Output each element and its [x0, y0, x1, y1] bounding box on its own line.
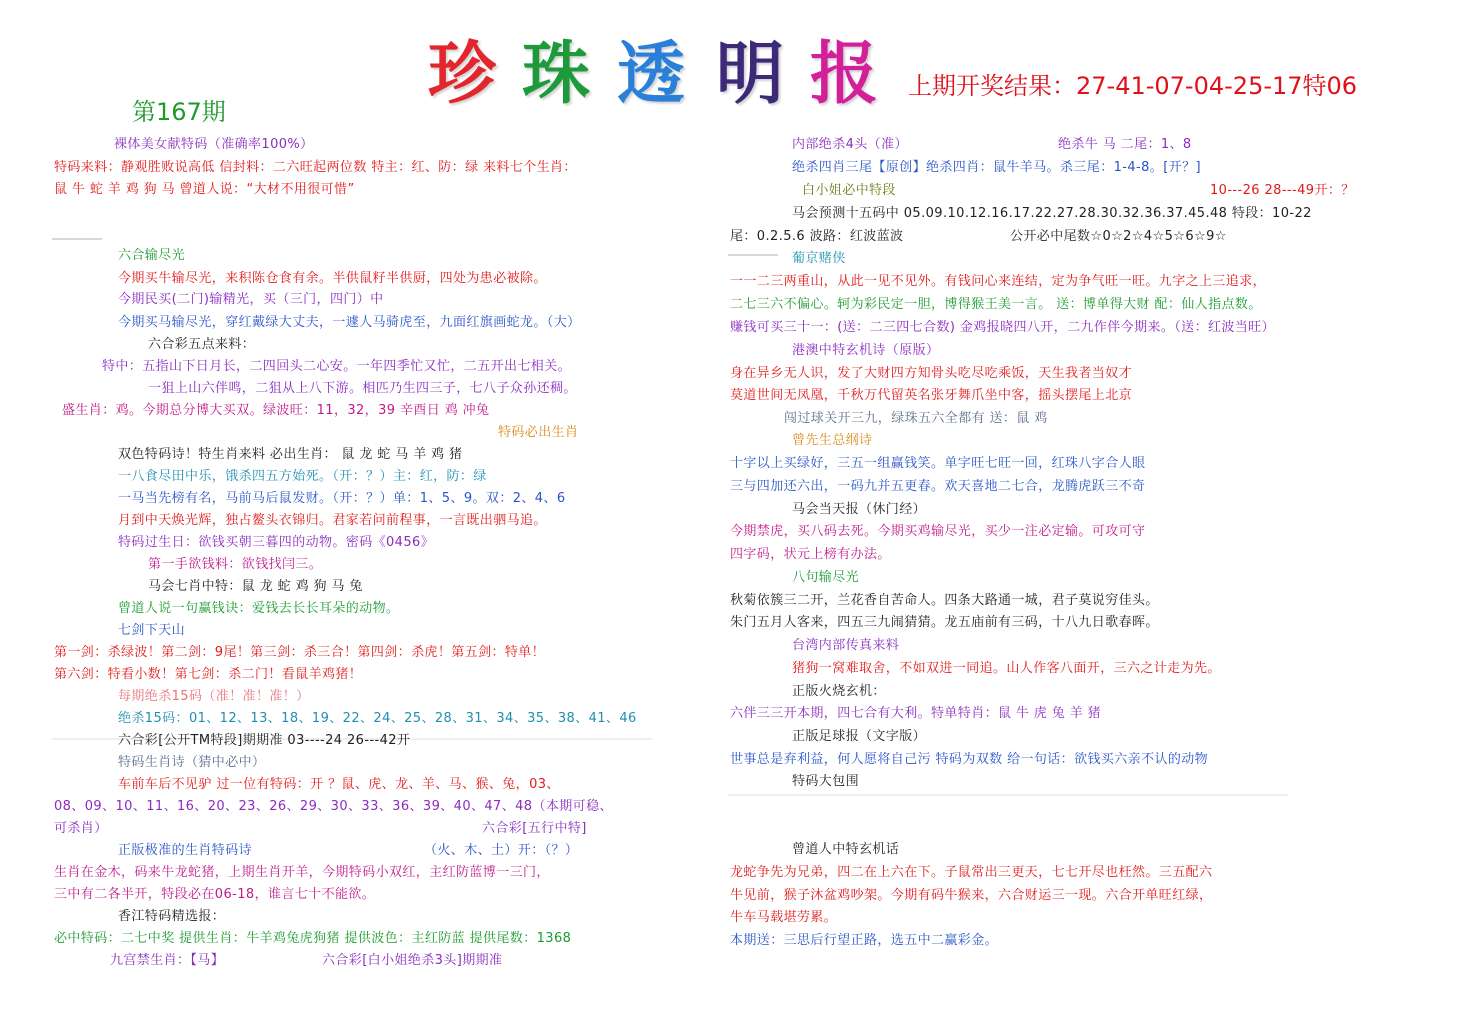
text-line: 特中：五指山下日月长，二四回头二心安。一年四季忙又忙，二五开出七相关。 — [102, 359, 572, 374]
section-title: 马会当天报（休门经） — [792, 502, 927, 517]
section-title: 特码大包围 — [792, 774, 860, 789]
text-line: 月到中天焕光辉，独占鳌头衣锦归。君家若问前程事，一言既出驷马追。 — [118, 513, 547, 528]
text-line: 10---26 28---49开：？ — [1210, 183, 1355, 198]
title-char-1: 珍 — [428, 34, 497, 114]
section-title: 八句输尽光 — [792, 570, 860, 585]
text-line: 六合彩[公开TM特段]期期准 03----24 26---42开 — [118, 733, 411, 748]
section-title: 特码生肖诗（猜中必中） — [118, 755, 266, 770]
text-line: 曾道人说一句赢钱诀：爱钱去长长耳朵的动物。 — [118, 601, 400, 616]
text-line: 六合彩[白小姐绝杀3头]期期准 — [322, 953, 503, 968]
section-title: 港澳中特玄机诗（原版） — [792, 343, 940, 358]
text-line: 鼠 牛 蛇 羊 鸡 狗 马 曾道人说：“大材不用很可惜” — [54, 182, 355, 197]
title-char-4: 明 — [716, 34, 785, 114]
text-line: 闯过球关开三九，绿珠五六全都有 送：鼠 鸡 — [784, 411, 1048, 426]
section-title: 台湾内部传真来料 — [792, 638, 900, 653]
section-title: 特码必出生肖 — [498, 425, 579, 440]
text-line: 二七三六不偏心。轲为彩民定一胆，博得猴王美一言。 送：博单得大财 配：仙人指点数。 — [730, 297, 1262, 312]
text-line: 九宫禁生肖：【马】 — [110, 953, 225, 968]
text-line: 公开必中尾数☆0☆2☆4☆5☆6☆9☆ — [1010, 229, 1227, 244]
section-title: 葡京赌侠 — [792, 251, 846, 266]
text-line: 三中有二各半开，特段必在06-18，谁言七十不能欲。 — [54, 887, 376, 902]
right-column — [728, 130, 1355, 960]
text-line: 必中特码：二七中奖 提供生肖：牛羊鸡兔虎狗猪 提供波色：主红防蓝 提供尾数：1368 — [54, 931, 572, 946]
text-line: 赚钱可买三十一：(送：二三四七合数) 金鸡报晓四八开，二九作伴今期来。（送：红波当旺） — [730, 320, 1275, 335]
text-line: 车前车后不见驴 过一位有特码：开 ？鼠、虎、龙、羊、马、猴、兔，03、 — [118, 777, 560, 792]
text-line: 秋菊依簇三二开，兰花香自苦命人。四条大路通一城，君子莫说穷佳头。 — [730, 593, 1159, 608]
section-title: 六合彩[五行中特] — [482, 821, 587, 836]
title-char-3: 透 — [617, 34, 686, 114]
text-line: 尾：0.2.5.6 波路：红波蓝波 — [730, 229, 904, 244]
text-line: 绝杀四肖三尾【原创】绝杀四肖：鼠牛羊马。杀三尾：1-4-8。[开？] — [792, 160, 1201, 175]
text-line: 双色特码诗！特生肖来料 必出生肖： 鼠 龙 蛇 马 羊 鸡 猪 — [118, 447, 463, 462]
text-line: 牛见前，猴子沐盆鸡吵架。今期有码牛猴来，六合财运三一现。六合开单旺红绿， — [730, 888, 1213, 903]
divider — [728, 794, 1288, 796]
left-column — [52, 130, 692, 980]
text-line: 绝杀牛 马 二尾：1、8 — [1058, 137, 1192, 152]
text-line: 本期送：三思后行望正路，选五中二赢彩金。 — [730, 933, 999, 948]
text-line: 特码来料：静观胜败说高低 信封料：二六旺起两位数 特主：红、防：绿 来料七个生肖： — [54, 160, 577, 175]
text-line: 六伴三三开本期，四七合有大利。特单特肖：鼠 牛 虎 兔 羊 猪 — [730, 706, 1102, 721]
text-line: 裸体美女献特码（准确率100%） — [114, 137, 314, 152]
text-line: 马会预测十五码中 05.09.10.12.16.17.22.27.28.30.32.36.37.45.48 特段：10-22 — [792, 206, 1312, 221]
section-title: 曾道人中特玄机话 — [792, 842, 900, 857]
section-title: 七剑下天山 — [118, 623, 186, 638]
text-line: 一马当先榜有名，马前马后鼠发财。（开：？）单：1、5、9。双：2、4、6 — [118, 491, 566, 506]
text-line: 今期民买(二门)输精光，买（三门，四门）中 — [118, 292, 384, 307]
text-line: 一八食尽田中乐，饿杀四五方始死。（开：？）主：红，防：绿 — [118, 469, 487, 484]
text-line: 世事总是弃利益，何人愿将自己污 特码为双数 给一句话：欲钱买六亲不认的动物 — [730, 752, 1209, 767]
section-title: 白小姐必中特段 — [802, 183, 896, 198]
text-line: 可杀肖） — [54, 821, 108, 836]
text-line: 第六剑：特看小数！第七剑：杀二门！看鼠羊鸡猪！ — [54, 667, 363, 682]
text-line: 朱门五月人客来，四五三九闹猜猜。龙五庙前有三码，十八九日歌春晖。 — [730, 615, 1159, 630]
text-line: 四字码，状元上榜有办法。 — [730, 547, 891, 562]
text-line: （火、木、土）开：（？） — [424, 843, 579, 858]
text-line: 马会七肖中特：鼠 龙 蛇 鸡 狗 马 兔 — [148, 579, 363, 594]
text-line: 十字以上买绿好，三五一组赢钱笑。单字旺七旺一回，红珠八字合人眼 — [730, 456, 1146, 471]
text-line: 今期买马输尽光，穿红戴绿大丈夫，一遽人马骑虎至，九面红旗画蛇龙。（大） — [118, 315, 581, 330]
section-title: 正版极准的生肖特码诗 — [118, 843, 253, 858]
section-title: 曾先生总纲诗 — [792, 433, 873, 448]
text-line: 莫道世间无凤凰，千秋万代留英名张牙舞爪坐中客，摇头摆尾上北京 — [730, 388, 1133, 403]
last-draw-result: 上期开奖结果：27-41-07-04-25-17特06 — [908, 72, 1358, 100]
text-line: 08、09、10、11、16、20、23、26、29、30、33、36、39、40、47、48（本期可稳、 — [54, 799, 613, 814]
section-title: 六合彩五点来料： — [148, 337, 256, 352]
text-line: 生肖在金木，码来牛龙蛇猪，上期生肖开羊，今期特码小双红，主红防蓝博一三门， — [54, 865, 550, 880]
text-line: 牛车马载堪劳累。 — [730, 910, 838, 925]
text-line: 盛生肖：鸡。今期总分博大买双。绿波旺：11，32，39 辛酉日 鸡 冲兔 — [62, 403, 490, 418]
text-line: 猪狗一窝难取舍，不如双进一同追。山人作客八面开，三六之计走为先。 — [792, 661, 1221, 676]
text-line: 今期禁虎，买八码去死。今期买鸡输尽光，买少一注必定输。可攻可守 — [730, 524, 1146, 539]
title-char-5: 报 — [810, 34, 879, 114]
text-line: 三与四加还六出，一码九并五更春。欢天喜地二七合，龙腾虎跃三不奇 — [730, 479, 1146, 494]
text-line: 一一二三两重山，从此一见不见外。有钱问心来连结，定为争气旺一旺。九字之上三追求， — [730, 274, 1267, 289]
text-line: 特码过生日：欲钱买朝三暮四的动物。密码《0456》 — [118, 535, 435, 550]
section-title: 每期绝杀15码（准！准！准！） — [118, 689, 310, 704]
divider — [52, 238, 102, 240]
section-title: 香江特码精选报： — [118, 909, 226, 924]
text-line: 第一剑：杀绿波！第二剑：9尾！第三剑：杀三合！第四剑：杀虎！第五剑：特单！ — [54, 645, 546, 660]
text-line: 身在异乡无人识，发了大财四方知骨头吃尽吃乘饭，天生我者当奴才 — [730, 366, 1133, 381]
text-line: 第一手欲钱料：欲钱找闫三。 — [148, 557, 323, 572]
divider — [728, 254, 778, 256]
title-char-2: 珠 — [522, 34, 591, 114]
text-line: 今期买牛输尽光，来积陈仓食有余。半供鼠籽半供厨，四处为患必被除。 — [118, 271, 547, 286]
section-title: 正版火烧玄机： — [792, 684, 886, 699]
text-line: 一狙上山六伴鸣，二狙从上八下游。相匹乃生四三子，七八子众孙还稠。 — [148, 381, 577, 396]
section-title: 正版足球报（文字版） — [792, 729, 927, 744]
section-title: 六合输尽光 — [118, 248, 186, 263]
text-line: 绝杀15码：01、12、13、18、19、22、24、25、28、31、34、35、38、41、46 — [118, 711, 637, 726]
text-line: 内部绝杀4头（准） — [792, 137, 908, 152]
issue-number: 第167期 — [132, 98, 226, 126]
text-line: 龙蛇争先为兄弟，四二在上六在下。子鼠常出三更天，七七开尽也枉然。三五配六 — [730, 865, 1213, 880]
